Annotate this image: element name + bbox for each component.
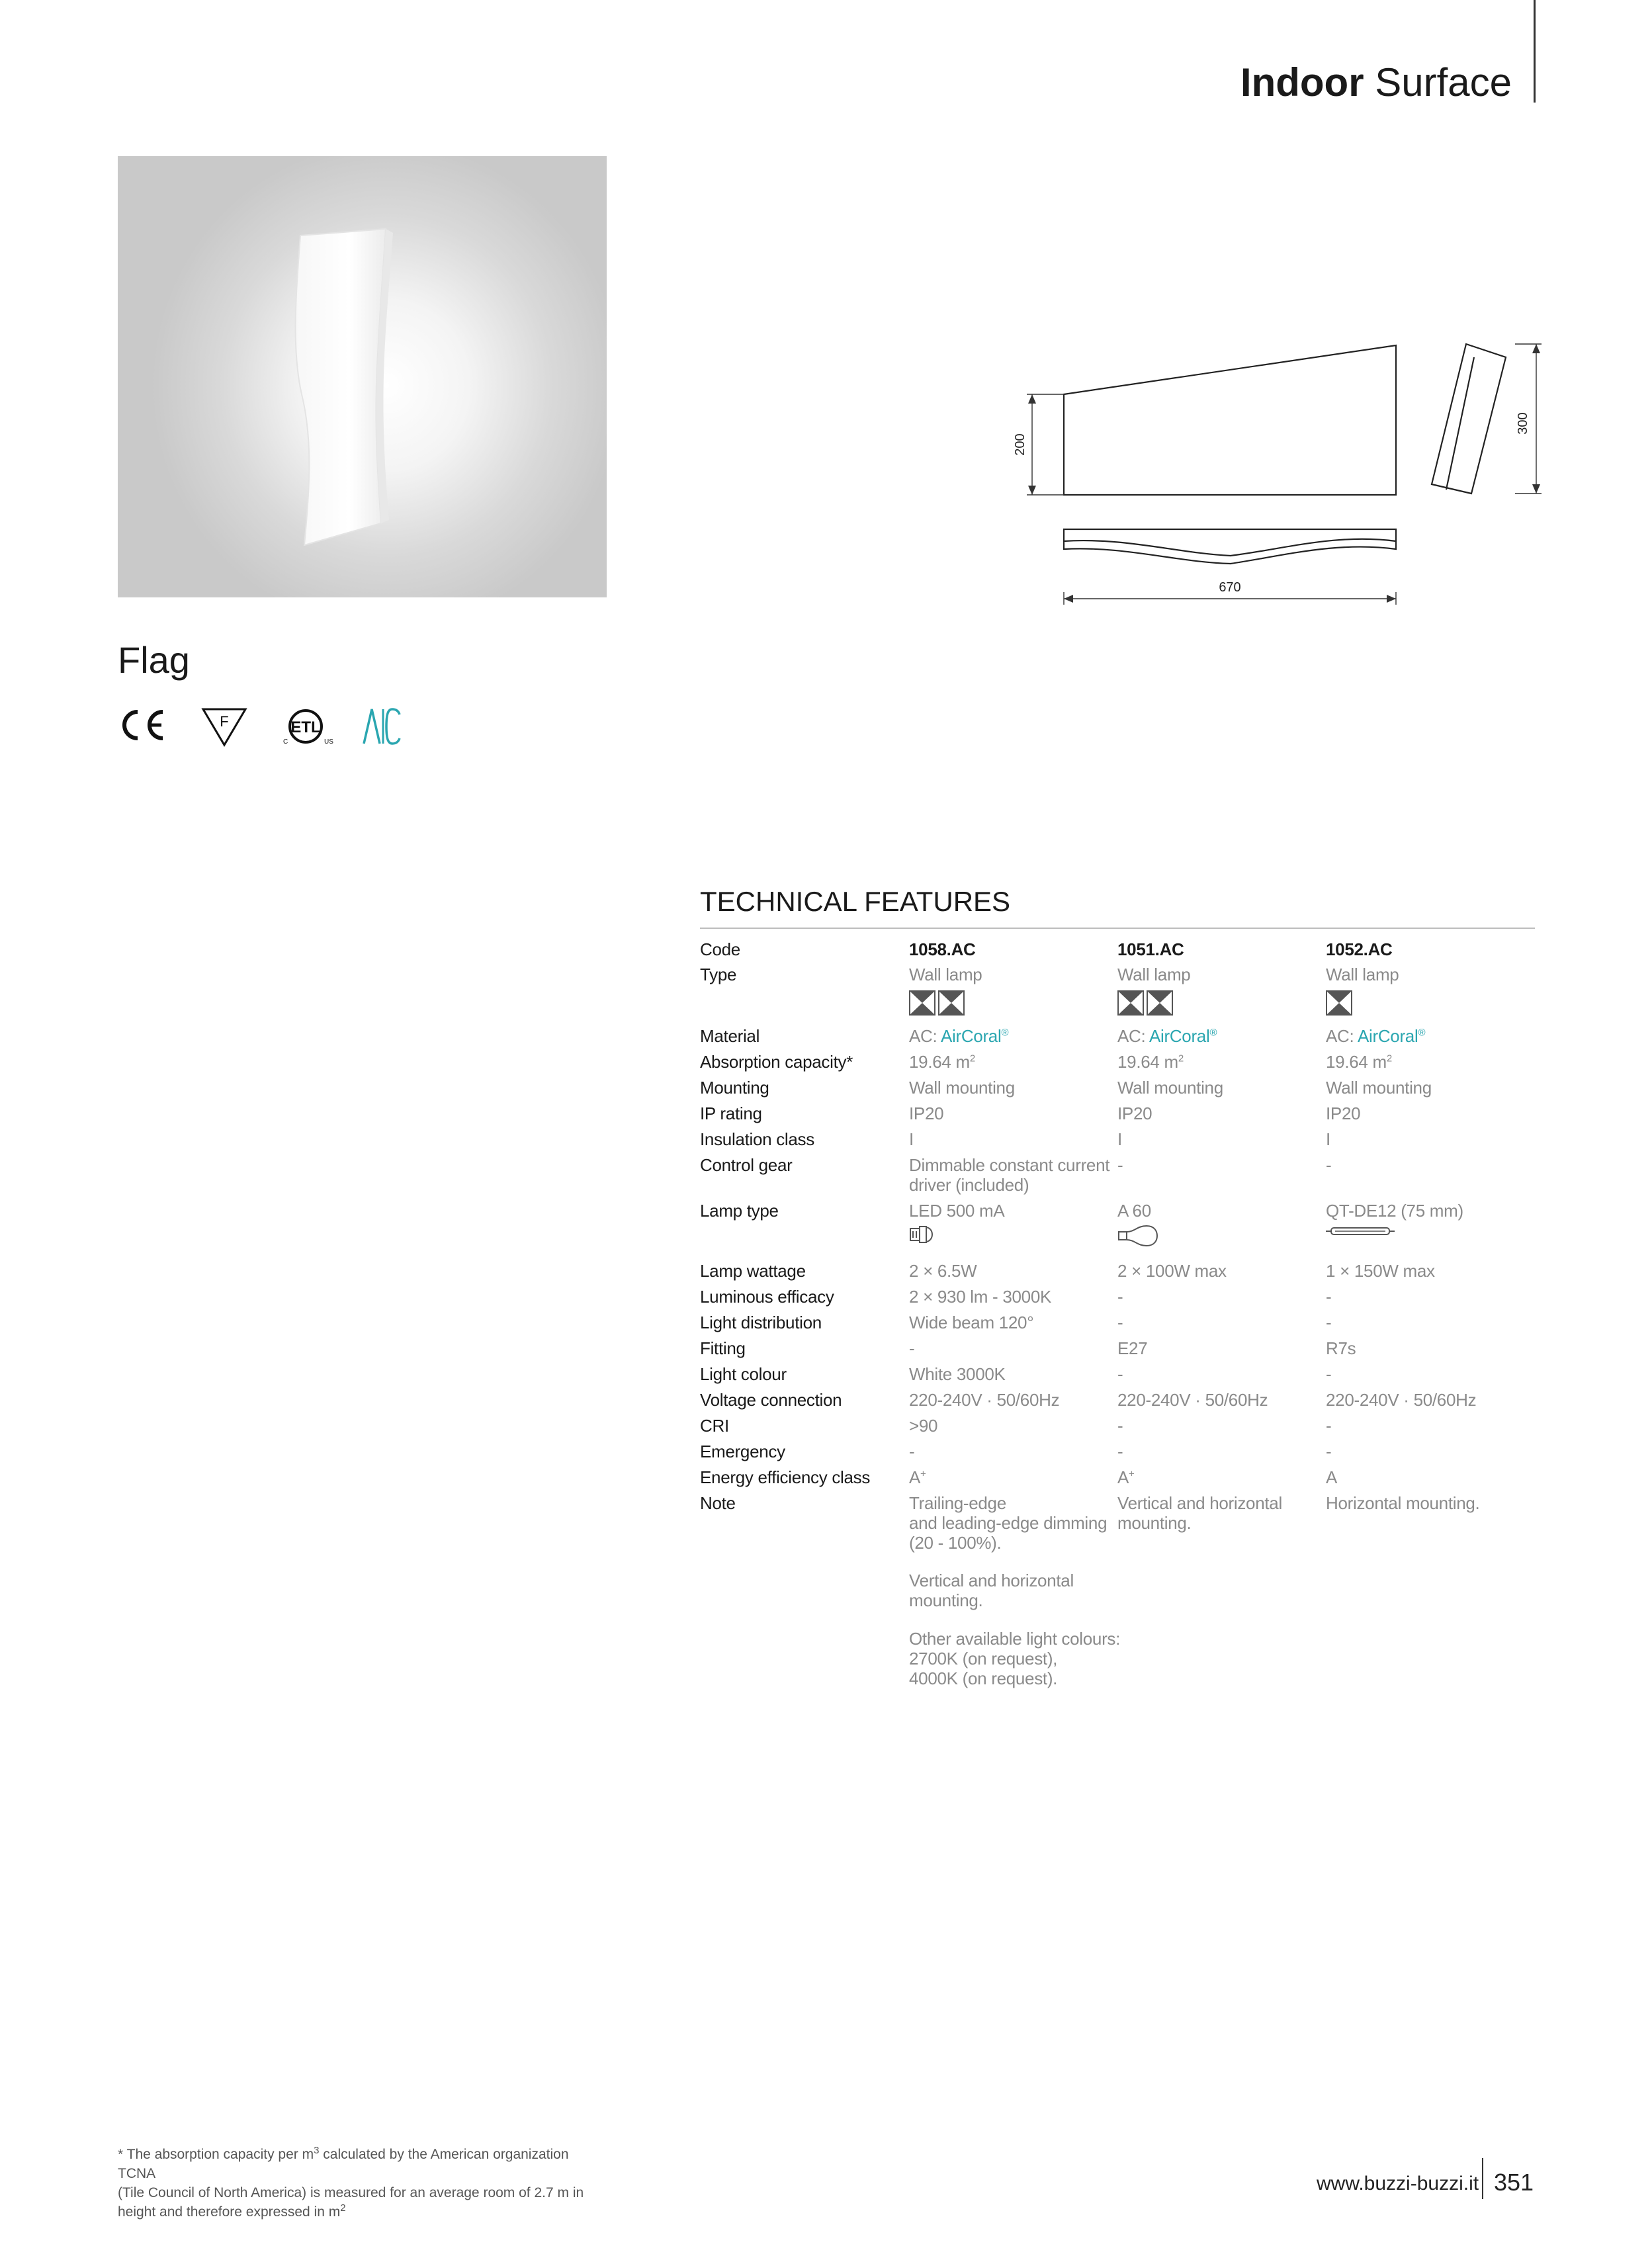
col3-type: Wall lamp — [1326, 965, 1399, 984]
col2-ip: IP20 — [1117, 1103, 1152, 1123]
col3-code: 1052.AC — [1326, 939, 1393, 959]
col1-note-7: 2700K (on request), — [909, 1649, 1058, 1668]
label-lamp-type: Lamp type — [700, 1201, 779, 1221]
col1-material: AC: AirCoral® — [909, 1026, 1009, 1046]
col3-absorption: 19.64 $m^2$ — [1326, 1052, 1392, 1072]
col3-linear-halogen-icon — [1326, 1225, 1395, 1238]
col1-energy: A+ — [909, 1467, 926, 1487]
footnote-line-3: height and therefore expressed in $m^2$ — [118, 2202, 346, 2220]
front-view — [1064, 345, 1396, 495]
col1-wattage: 2 × 6.5W — [909, 1261, 977, 1281]
label-note: Note — [700, 1493, 736, 1513]
top-view — [1064, 529, 1396, 564]
col1-led-module-icon — [909, 1225, 937, 1244]
label-control: Control gear — [700, 1155, 793, 1175]
col2-control: - — [1117, 1155, 1123, 1175]
product-title: Flag — [118, 639, 190, 681]
col3-voltage: 220-240V · 50/60Hz — [1326, 1390, 1477, 1410]
col1-colour: White 3000K — [909, 1364, 1006, 1384]
footnote-line-2: (Tile Council of North America) is measured for an average room of 2.7 m in — [118, 2185, 584, 2200]
label-fitting: Fitting — [700, 1338, 746, 1358]
col2-light-emission-icon — [1117, 990, 1174, 1016]
svg-text:C: C — [283, 738, 288, 746]
col1-note-3: (20 - 100%). — [909, 1533, 1002, 1553]
col3-material: AC: AirCoral® — [1326, 1026, 1426, 1046]
col1-note-2: and leading-edge dimming — [909, 1513, 1108, 1533]
label-energy: Energy efficiency class — [700, 1467, 871, 1487]
col3-ip: IP20 — [1326, 1103, 1361, 1123]
label-absorption: Absorption capacity* — [700, 1052, 853, 1072]
section-header — [1240, 60, 1512, 105]
page-number: 351 — [1494, 2169, 1534, 2196]
col3-colour: - — [1326, 1364, 1332, 1384]
header-divider — [1534, 0, 1536, 103]
col1-control-1: Dimmable constant current — [909, 1155, 1110, 1175]
col2-efficacy: - — [1117, 1287, 1123, 1307]
col2-lamp-type: A 60 — [1117, 1201, 1151, 1221]
col1-lamp-type: LED 500 mA — [909, 1201, 1005, 1221]
side-view — [1432, 344, 1506, 494]
col2-emergency: - — [1117, 1442, 1123, 1461]
col1-mounting: Wall mounting — [909, 1078, 1015, 1098]
label-insulation: Insulation class — [700, 1129, 814, 1149]
col2-distribution: - — [1117, 1313, 1123, 1332]
col2-voltage: 220-240V · 50/60Hz — [1117, 1390, 1268, 1410]
product-photo-shape — [118, 156, 607, 597]
ac-mark-icon — [361, 707, 401, 746]
col1-efficacy: 2 × 930 lm - 3000K — [909, 1287, 1052, 1307]
technical-features-rule — [700, 928, 1535, 929]
col3-cri: - — [1326, 1416, 1332, 1436]
dim-width: 670 — [1219, 580, 1241, 595]
product-photo — [118, 156, 607, 597]
etl-mark-icon — [277, 707, 335, 749]
technical-features-title: TECHNICAL FEATURES — [700, 886, 1011, 917]
f-mark-icon — [201, 707, 247, 748]
label-type: Type — [700, 965, 737, 984]
col2-bulb-icon — [1117, 1225, 1158, 1247]
col1-fitting: - — [909, 1338, 915, 1358]
label-code: Code — [700, 939, 740, 959]
col2-note-1: Vertical and horizontal — [1117, 1493, 1282, 1513]
col2-energy: A+ — [1117, 1467, 1135, 1487]
col2-wattage: 2 × 100W max — [1117, 1261, 1227, 1281]
ce-mark-icon — [118, 707, 167, 744]
label-emergency: Emergency — [700, 1442, 785, 1461]
col3-efficacy: - — [1326, 1287, 1332, 1307]
col3-light-emission-icon — [1326, 990, 1352, 1016]
col2-insulation: I — [1117, 1129, 1122, 1149]
col3-distribution: - — [1326, 1313, 1332, 1332]
col1-note-8: 4000K (on request). — [909, 1668, 1058, 1688]
col3-mounting: Wall mounting — [1326, 1078, 1432, 1098]
col1-distribution: Wide beam 120° — [909, 1313, 1034, 1332]
col1-cri: >90 — [909, 1416, 938, 1436]
footnote — [118, 2145, 607, 2222]
header-bold: Indoor — [1240, 60, 1364, 105]
col2-absorption: 19.64 $m^2$ — [1117, 1052, 1184, 1072]
col1-emergency: - — [909, 1442, 915, 1461]
dim-height-front: 200 — [1013, 433, 1027, 456]
label-distribution: Light distribution — [700, 1313, 822, 1332]
footer-website[interactable]: www.buzzi-buzzi.it — [1317, 2173, 1479, 2194]
col1-absorption: 19.64 $m^2$ — [909, 1052, 975, 1072]
col2-cri: - — [1117, 1416, 1123, 1436]
col1-type: Wall lamp — [909, 965, 982, 984]
col1-note-4: Vertical and horizontal — [909, 1571, 1074, 1590]
col2-colour: - — [1117, 1364, 1123, 1384]
label-cri: CRI — [700, 1416, 729, 1436]
footer-divider — [1482, 2158, 1483, 2199]
col1-ip: IP20 — [909, 1103, 944, 1123]
svg-text:US: US — [324, 738, 333, 746]
col3-wattage: 1 × 150W max — [1326, 1261, 1435, 1281]
label-material: Material — [700, 1026, 760, 1046]
col2-mounting: Wall mounting — [1117, 1078, 1223, 1098]
col3-note-1: Horizontal mounting. — [1326, 1493, 1480, 1513]
col1-code: 1058.AC — [909, 939, 976, 959]
col1-note-6: Other available light colours: — [909, 1629, 1121, 1649]
label-wattage: Lamp wattage — [700, 1261, 806, 1281]
col2-material: AC: AirCoral® — [1117, 1026, 1217, 1046]
dim-height-side: 300 — [1516, 412, 1530, 435]
col1-insulation: I — [909, 1129, 914, 1149]
col1-note-1: Trailing-edge — [909, 1493, 1006, 1513]
label-ip: IP rating — [700, 1103, 762, 1123]
svg-text:F: F — [220, 713, 229, 730]
label-voltage: Voltage connection — [700, 1390, 842, 1410]
col3-insulation: I — [1326, 1129, 1330, 1149]
col1-light-emission-icon — [909, 990, 966, 1016]
col3-energy: A — [1326, 1467, 1338, 1487]
col3-lamp-type: QT-DE12 (75 mm) — [1326, 1201, 1463, 1221]
col3-fitting: R7s — [1326, 1338, 1356, 1358]
svg-text:ETL: ETL — [290, 718, 321, 736]
col1-note-5: mounting. — [909, 1590, 983, 1610]
col3-emergency: - — [1326, 1442, 1332, 1461]
header-light: Surface — [1375, 60, 1512, 105]
label-efficacy: Luminous efficacy — [700, 1287, 834, 1307]
col1-voltage: 220-240V · 50/60Hz — [909, 1390, 1060, 1410]
label-colour: Light colour — [700, 1364, 787, 1384]
col2-note-2: mounting. — [1117, 1513, 1192, 1533]
col2-type: Wall lamp — [1117, 965, 1191, 984]
col1-control-2: driver (included) — [909, 1175, 1029, 1195]
technical-drawing — [992, 331, 1555, 622]
footnote-line-1: * The absorption capacity per $m^3$ calculated by the American organization TCNA — [118, 2145, 569, 2181]
col2-code: 1051.AC — [1117, 939, 1184, 959]
col3-control: - — [1326, 1155, 1332, 1175]
col2-fitting: E27 — [1117, 1338, 1148, 1358]
label-mounting: Mounting — [700, 1078, 769, 1098]
